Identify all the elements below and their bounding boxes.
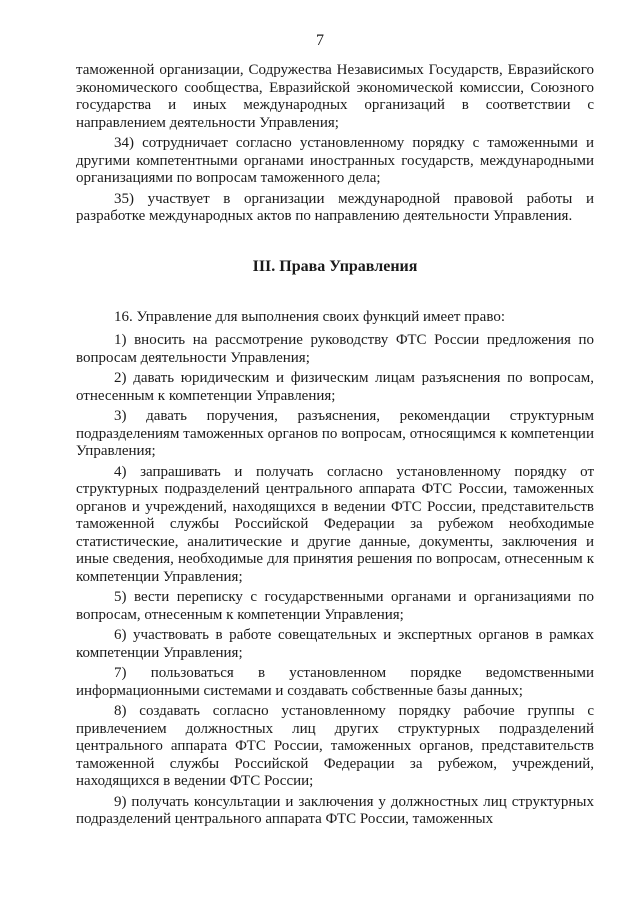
- paragraph-right-6: 6) участвовать в работе совещательных и экспертных органов в рамках компетенции Управления;: [76, 627, 594, 661]
- paragraph-continuation: таможенной организации, Содружества Независимых Государств, Евразийского экономического сообщества, Евразийской экономической комиссии, Союзного государства и иных международных организаций в соответствии с направлением деятельности Управления;: [76, 62, 594, 131]
- document-body: [76, 62, 594, 832]
- section-heading: III. Права Управления: [252, 257, 418, 275]
- paragraph-clause-16: 16. Управление для выполнения своих функций имеет право:: [114, 308, 505, 325]
- paragraph-right-7: 7) пользоваться в установленном порядке ведомственными информационными системами и создавать собственные базы данных;: [76, 665, 594, 699]
- paragraph-right-1: 1) вносить на рассмотрение руководству ФТС России предложения по вопросам деятельности Управления;: [76, 332, 594, 366]
- paragraph-right-8: 8) создавать согласно установленному порядку рабочие группы с привлечением должностных лиц других структурных подразделений центрального аппарата ФТС России, таможенных органов, представительств таможенной службы Российской Федерации за рубежом, учреждений, находящихся в ведении ФТС России;: [76, 703, 594, 789]
- paragraph-right-3: 3) давать поручения, разъяснения, рекомендации структурным подразделениям таможенных органов по вопросам, относящимся к компетенции Управления;: [76, 408, 594, 459]
- paragraph-right-9: 9) получать консультации и заключения у должностных лиц структурных подразделений центрального аппарата ФТС России, таможенных: [76, 793, 594, 827]
- page-number: 7: [316, 32, 324, 49]
- paragraph-right-4: 4) запрашивать и получать согласно установленному порядку от структурных подразделений центрального аппарата ФТС России, таможенных органов и учреждений, находящихся в ведении ФТС России, представительств таможенной службы Российской Федерации за рубежом необходимые статистические, аналитические и другие данные, документы, заключения и иные сведения, необходимые для принятия решения по вопросам, отнесенным к компетенции Управления;: [76, 463, 594, 585]
- paragraph-item-35: 35) участвует в организации международной правовой работы и разработке международных актов по направлению деятельности Управления.: [76, 190, 594, 224]
- paragraph-item-34: 34) сотрудничает согласно установленному порядку с таможенными и другими компетентными органами иностранных государств, международными организациями по вопросам таможенного дела;: [76, 135, 594, 186]
- paragraph-right-2: 2) давать юридическим и физическим лицам разъяснения по вопросам, отнесенным к компетенции Управления;: [76, 370, 594, 404]
- paragraph-right-5: 5) вести переписку с государственными органами и организациями по вопросам, отнесенным к компетенции Управления;: [76, 589, 594, 623]
